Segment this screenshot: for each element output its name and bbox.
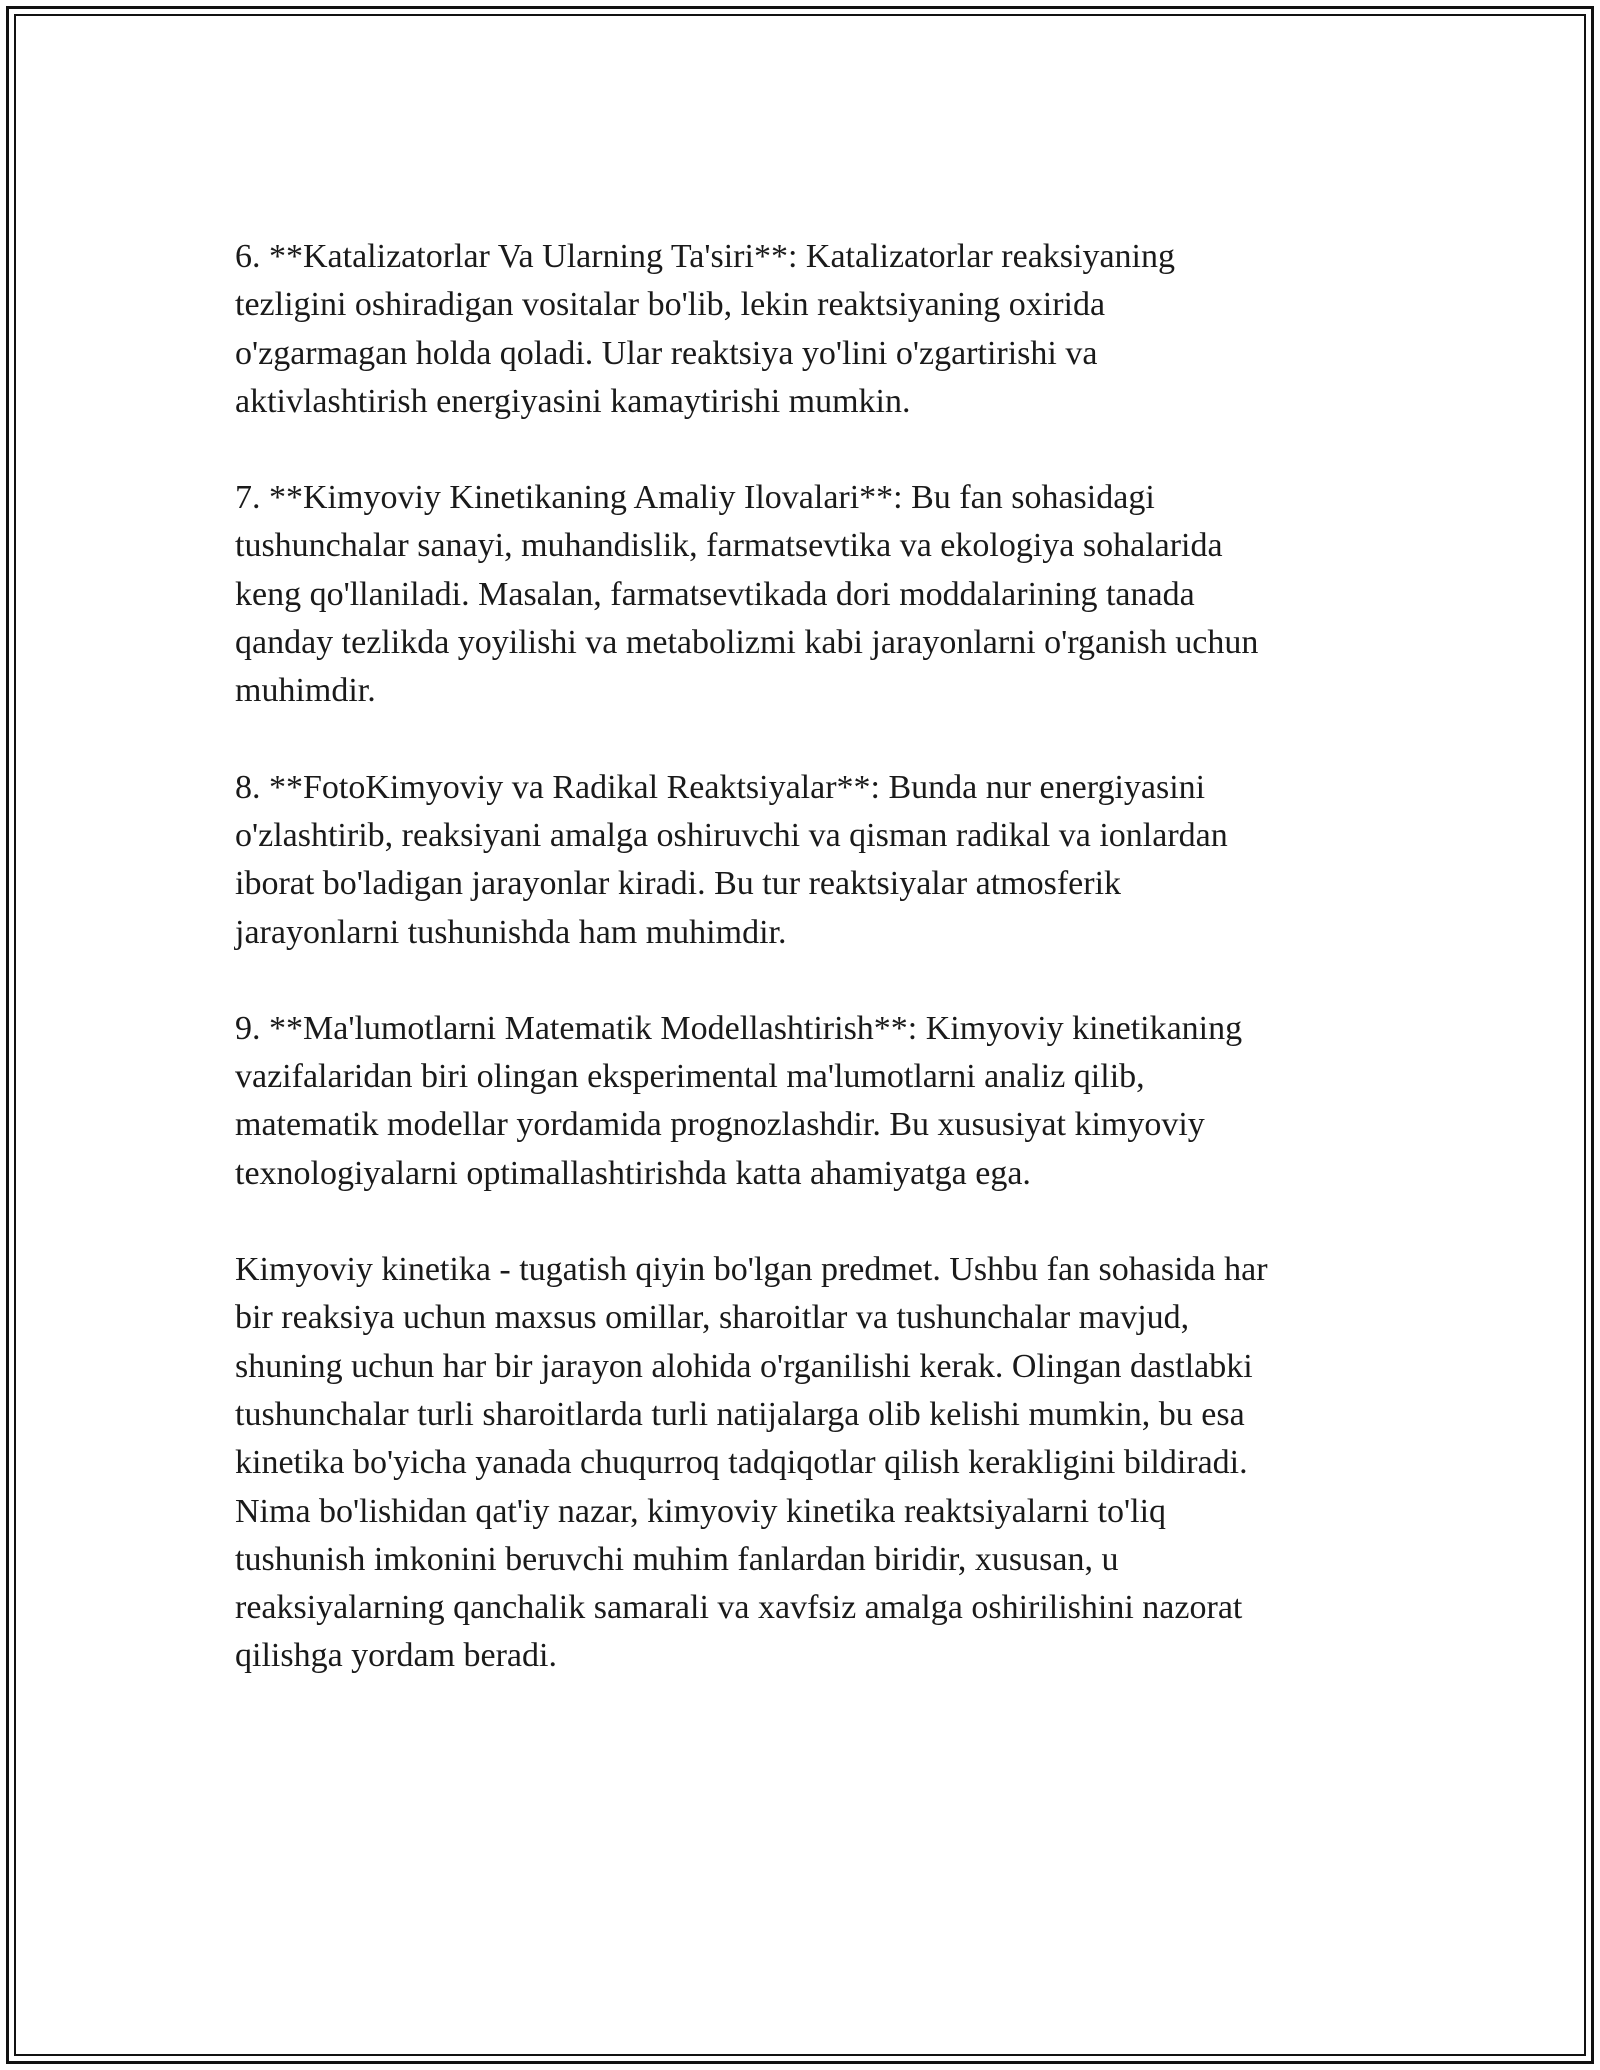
paragraph-item-9 [235, 1005, 1365, 1198]
text-line: aktivlashtirish energiyasini kamaytirishi mumkin. [235, 382, 911, 420]
text-line: tushunish imkonini beruvchi muhim fanlardan biridir, xususan, u [235, 1540, 1119, 1578]
text-line: muhimdir. [235, 672, 376, 710]
text-line: 6. **Katalizatorlar Va Ularning Ta'siri**: Katalizatorlar reaksiyaning [235, 238, 1175, 275]
text-line: 9. **Ma'lumotlarni Matematik Modellashtirish**: Kimyoviy kinetikaning [235, 1009, 1243, 1047]
paragraph-item-6 [235, 233, 1365, 426]
text-line: Nima bo'lishidan qat'iy nazar, kimyoviy kinetika reaktsiyalarni to'liq [235, 1492, 1167, 1530]
paragraph-item-7 [235, 474, 1365, 715]
text-line: reaksiyalarning qanchalik samarali va xavfsiz amalga oshirilishini nazorat [235, 1589, 1243, 1627]
text-line: o'zgarmagan holda qoladi. Ular reaktsiya yo'lini o'zgartirishi va [235, 334, 1098, 372]
text-line: keng qo'llaniladi. Masalan, farmatsevtikada dori moddalarining tanada [235, 575, 1195, 613]
text-line: tezligini oshiradigan vositalar bo'lib, lekin reaktsiyaning oxirida [235, 286, 1106, 324]
text-line: kinetika bo'yicha yanada chuqurroq tadqiqotlar qilish kerakligini bildiradi. [235, 1444, 1248, 1482]
text-line: texnologiyalarni optimallashtirishda katta ahamiyatga ega. [235, 1154, 1031, 1192]
text-line: jarayonlarni tushunishda ham muhimdir. [235, 913, 787, 951]
text-line: tushunchalar turli sharoitlarda turli natijalarga olib kelishi mumkin, bu esa [235, 1395, 1245, 1433]
paragraph-item-8 [235, 764, 1365, 957]
text-line: bir reaksiya uchun maxsus omillar, sharoitlar va tushunchalar mavjud, [235, 1299, 1190, 1337]
text-line: matematik modellar yordamida prognozlashdir. Bu xususiyat kimyoviy [235, 1106, 1205, 1144]
text-line: 8. **FotoKimyoviy va Radikal Reaktsiyalar**: Bunda nur energiyasini [235, 768, 1206, 806]
document-body [235, 233, 1365, 1681]
text-line: o'zlashtirib, reaksiyani amalga oshiruvchi va qisman radikal va ionlardan [235, 816, 1228, 854]
paragraph-conclusion [235, 1246, 1365, 1681]
text-line: qanday tezlikda yoyilishi va metabolizmi kabi jarayonlarni o'rganish uchun [235, 624, 1259, 662]
text-line: 7. **Kimyoviy Kinetikaning Amaliy Ilovalari**: Bu fan sohasidagi [235, 479, 1155, 517]
text-line: Kimyoviy kinetika - tugatish qiyin bo'lgan predmet. Ushbu fan sohasida har [235, 1251, 1268, 1289]
text-line: tushunchalar sanayi, muhandislik, farmatsevtika va ekologiya sohalarida [235, 527, 1223, 565]
text-line: iborat bo'ladigan jarayonlar kiradi. Bu tur reaktsiyalar atmosferik [235, 865, 1122, 903]
text-line: shuning uchun har bir jarayon alohida o'rganilishi kerak. Olingan dastlabki [235, 1347, 1253, 1385]
text-line: vazifalaridan biri olingan eksperimental ma'lumotlarni analiz qilib, [235, 1058, 1145, 1096]
text-line: qilishga yordam beradi. [235, 1637, 557, 1675]
